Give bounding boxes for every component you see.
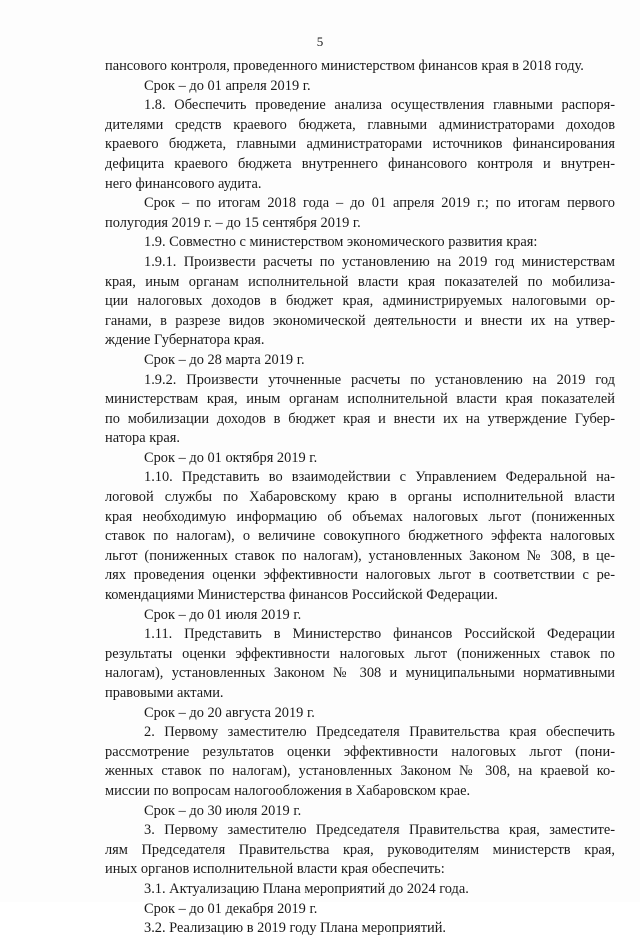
text-line: ции налоговых доходов в бюджет края, администрируемых налоговыми ор- xyxy=(105,293,615,310)
text-line: 1.9. Совместно с министерством экономического развития края: xyxy=(144,234,538,251)
text-line: Срок – до 30 июля 2019 г. xyxy=(144,802,302,819)
text-line: краевого бюджета, главными администраторами источников финансирования xyxy=(105,136,615,153)
text-line: по мобилизации доходов в бюджет края и внести их на утверждение Губер- xyxy=(105,410,615,427)
text-line: края, иным органам исполнительной власти края показателей по мобилиза- xyxy=(105,273,615,290)
text-line: Срок – до 01 октября 2019 г. xyxy=(144,449,318,466)
text-line: министерствам края, иным органам исполнительной власти края показателей xyxy=(105,391,615,408)
text-line: комендациями Министерства финансов Российской Федерации. xyxy=(105,587,498,604)
text-line: 1.8. Обеспечить проведение анализа осуществления главными распоря- xyxy=(144,97,615,114)
text-line: 3.2. Реализацию в 2019 году Плана мероприятий. xyxy=(144,920,447,937)
text-line: логовой службы по Хабаровскому краю в органы исполнительной власти xyxy=(105,489,615,506)
text-line: пансового контроля, проведенного министерством финансов края в 2018 году. xyxy=(105,58,584,74)
text-line: дефицита краевого бюджета внутреннего финансового контроля и внутрен- xyxy=(105,155,615,172)
text-line: натора края. xyxy=(105,430,180,447)
text-line: ганами, в разрезе видов экономической деятельности и внести их на утвер- xyxy=(105,312,615,329)
text-line: полугодия 2019 г. – до 15 сентября 2019 г. xyxy=(105,214,361,231)
text-line: налогам), установленных Законом № 308 и муниципальными нормативными xyxy=(105,665,615,682)
text-line: 1.9.1. Произвести расчеты по установлению на 2019 год министерствам xyxy=(144,253,615,270)
text-line: 2. Первому заместителю Председателя Правительства края обеспечить xyxy=(144,724,615,741)
text-line: 1.10. Представить во взаимодействии с Управлением Федеральной на- xyxy=(144,469,615,486)
text-line: 3.1. Актуализацию Плана мероприятий до 2024 года. xyxy=(144,880,469,897)
text-line: Срок – до 01 апреля 2019 г. xyxy=(144,77,311,94)
text-line: лям Председателя Правительства края, руководителям министерств края, xyxy=(105,841,615,858)
text-line: лях проведения оценки эффективности налоговых льгот в соответствии с ре- xyxy=(105,567,615,584)
text-line: ждение Губернатора края. xyxy=(105,332,265,349)
text-line: Срок – по итогам 2018 года – до 01 апреля 2019 г.; по итогам первого xyxy=(144,195,615,212)
text-line: ставок по налогам), о величине совокупного бюджетного эффекта налоговых xyxy=(105,528,615,545)
text-line: 1.9.2. Произвести уточненные расчеты по установлению на 2019 год xyxy=(144,371,615,388)
text-line: миссии по вопросам налогообложения в Хабаровском крае. xyxy=(105,782,471,799)
text-line: Срок – до 20 августа 2019 г. xyxy=(144,704,315,721)
text-line: иных органов исполнительной власти края обеспечить: xyxy=(105,861,445,878)
text-line: 3. Первому заместителю Председателя Правительства края, заместите- xyxy=(144,822,615,839)
text-line: Срок – до 01 декабря 2019 г. xyxy=(144,900,318,917)
text-line: него финансового аудита. xyxy=(105,175,262,192)
page-number: 5 xyxy=(316,34,324,49)
text-line: края необходимую информацию об объемах налоговых льгот (пониженных xyxy=(105,508,615,525)
text-line: правовыми актами. xyxy=(105,685,224,701)
text-line: Срок – до 28 марта 2019 г. xyxy=(144,351,305,368)
text-line: 1.11. Представить в Министерство финансов Российской Федерации xyxy=(144,626,615,643)
document-body xyxy=(105,57,615,939)
text-line: женных ставок по налогам), установленных Законом № 308, на краевой ко- xyxy=(105,763,615,780)
text-line: льгот (пониженных ставок по налогам), установленных Законом № 308, в це- xyxy=(105,547,615,564)
text-line: Срок – до 01 июля 2019 г. xyxy=(144,606,302,623)
text-line: рассмотрение результатов оценки эффективности налоговых льгот (пони- xyxy=(105,743,615,760)
text-line: дителями средств краевого бюджета, главными администраторами доходов xyxy=(105,116,615,133)
text-line: результаты оценки эффективности налоговых льгот (пониженных ставок по xyxy=(105,645,615,662)
